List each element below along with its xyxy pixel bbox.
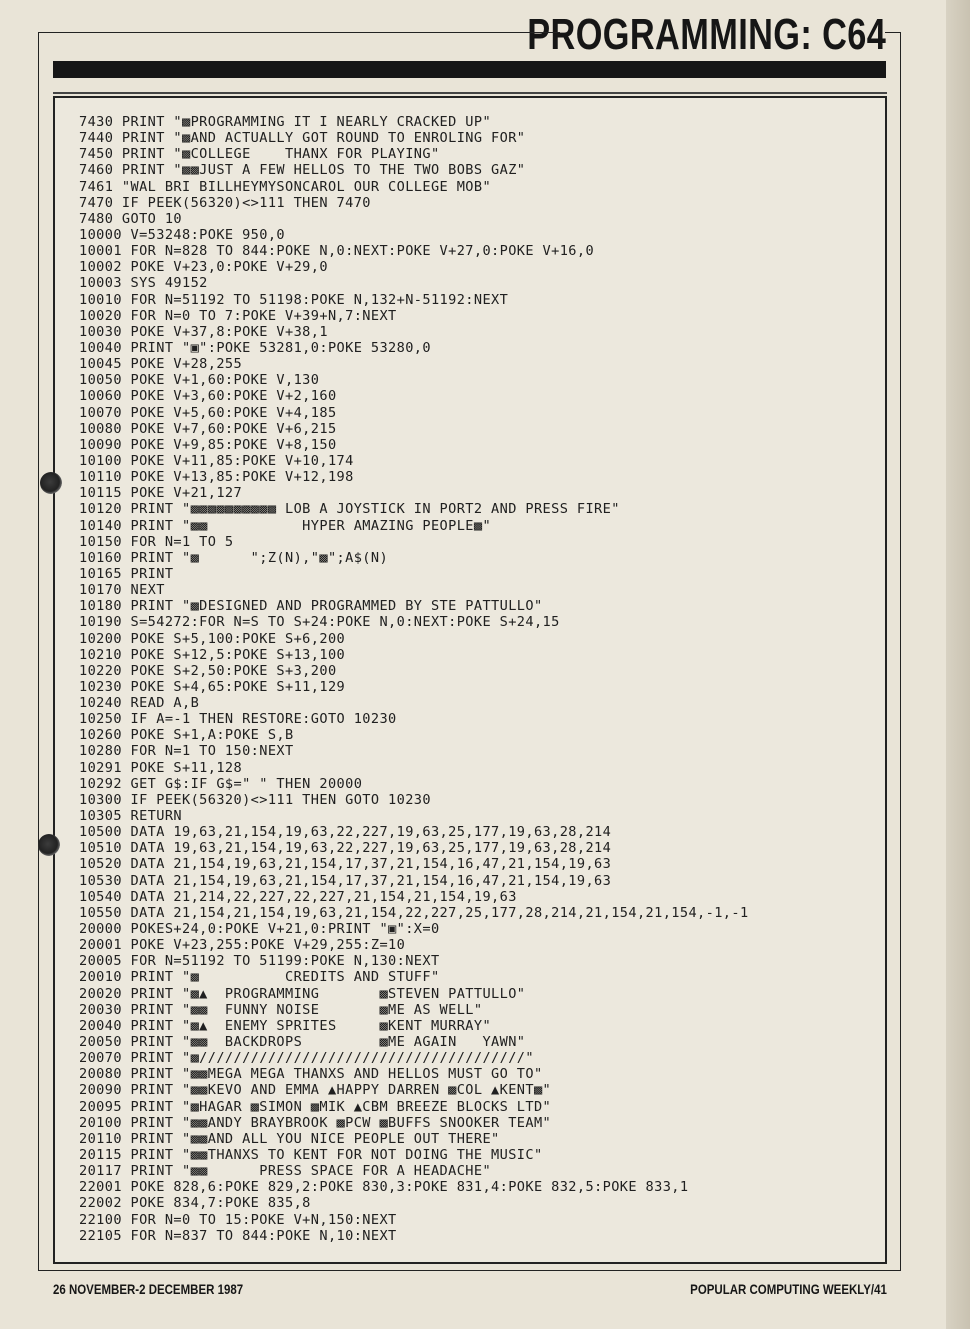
punch-hole — [40, 472, 62, 494]
code-line: 10170 NEXT — [79, 582, 165, 599]
code-line: 10000 V=53248:POKE 950,0 — [79, 226, 286, 243]
code-listing — [79, 114, 879, 1244]
code-line: 20070 PRINT "▩//////////////////////////////////////" — [79, 1050, 534, 1067]
code-line: 10003 SYS 49152 — [79, 275, 208, 292]
code-line: 10550 DATA 21,154,21,154,19,63,21,154,22,227,25,177,28,214,21,154,21,154,-1,-1 — [79, 904, 749, 921]
code-line: 10300 IF PEEK(56320)<>111 THEN GOTO 10230 — [79, 791, 431, 808]
code-line: 20080 PRINT "▩▩MEGA MEGA THANXS AND HELLOS MUST GO TO" — [79, 1066, 543, 1083]
code-line: 10040 PRINT "▣":POKE 53281,0:POKE 53280,0 — [79, 339, 431, 356]
code-line: 20095 PRINT "▩HAGAR ▩SIMON ▩MIK ▲CBM BREEZE BLOCKS LTD" — [79, 1098, 552, 1115]
code-line: 10540 DATA 21,214,22,227,22,227,21,154,21,154,19,63 — [79, 888, 517, 905]
code-line: 10001 FOR N=828 TO 844:POKE N,0:NEXT:POKE V+27,0:POKE V+16,0 — [79, 243, 595, 260]
code-line: 7460 PRINT "▩▩JUST A FEW HELLOS TO THE TWO BOBS GAZ" — [79, 162, 526, 179]
code-line: 10260 POKE S+1,A:POKE S,B — [79, 727, 294, 744]
code-line: 20001 POKE V+23,255:POKE V+29,255:Z=10 — [79, 937, 406, 954]
code-line: 20005 FOR N=51192 TO 51199:POKE N,130:NEXT — [79, 953, 440, 970]
punch-hole — [38, 834, 60, 856]
code-line: 10180 PRINT "▩DESIGNED AND PROGRAMMED BY STE PATTULLO" — [79, 598, 543, 615]
code-line: 10070 POKE V+5,60:POKE V+4,185 — [79, 404, 337, 421]
code-line: 10190 S=54272:FOR N=S TO S+24:POKE N,0:NEXT:POKE S+24,15 — [79, 614, 560, 631]
frame-bottom-rule — [38, 1270, 901, 1271]
code-line: 10100 POKE V+11,85:POKE V+10,174 — [79, 452, 354, 469]
listing-box-top-rule — [53, 92, 887, 94]
header-rule — [38, 32, 560, 33]
code-line: 10530 DATA 21,154,19,63,21,154,17,37,21,154,16,47,21,154,19,63 — [79, 872, 612, 889]
code-line: 7480 GOTO 10 — [79, 210, 183, 227]
code-line: 10240 READ A,B — [79, 695, 200, 712]
code-line: 10210 POKE S+12,5:POKE S+13,100 — [79, 646, 346, 663]
code-line: 10160 PRINT "▩ ";Z(N),"▩";A$(N) — [79, 549, 389, 566]
code-line: 7430 PRINT "▩PROGRAMMING IT I NEARLY CRACKED UP" — [79, 114, 492, 130]
code-line: 10165 PRINT — [79, 565, 174, 582]
code-line: 20115 PRINT "▩▩THANXS TO KENT FOR NOT DOING THE MUSIC" — [79, 1147, 543, 1163]
code-line: 20110 PRINT "▩▩AND ALL YOU NICE PEOPLE OUT THERE" — [79, 1130, 500, 1147]
header-rule-right — [885, 32, 901, 33]
code-line: 22002 POKE 834,7:POKE 835,8 — [79, 1195, 311, 1212]
code-line: 20100 PRINT "▩▩ANDY BRAYBROOK ▩PCW ▩BUFFS SNOOKER TEAM" — [79, 1114, 552, 1131]
code-line: 10520 DATA 21,154,19,63,21,154,17,37,21,154,16,47,21,154,19,63 — [79, 856, 612, 873]
code-line: 20010 PRINT "▩ CREDITS AND STUFF" — [79, 969, 440, 986]
code-line: 10002 POKE V+23,0:POKE V+29,0 — [79, 259, 328, 276]
code-line: 10200 POKE S+5,100:POKE S+6,200 — [79, 630, 346, 647]
code-line: 10291 POKE S+11,128 — [79, 759, 243, 776]
code-line: 10140 PRINT "▩▩ HYPER AMAZING PEOPLE▩" — [79, 517, 492, 534]
page-edge — [946, 0, 970, 1329]
frame-left-rule — [38, 32, 39, 1270]
code-line: 10150 FOR N=1 TO 5 — [79, 533, 234, 550]
code-line: 10045 POKE V+28,255 — [79, 356, 243, 373]
code-line: 22100 FOR N=0 TO 15:POKE V+N,150:NEXT — [79, 1211, 397, 1228]
code-line: 10115 POKE V+21,127 — [79, 485, 243, 502]
frame-right-rule — [900, 32, 901, 1270]
code-line: 10090 POKE V+9,85:POKE V+8,150 — [79, 436, 337, 453]
code-line: 20020 PRINT "▩▲ PROGRAMMING ▩STEVEN PATTULLO" — [79, 985, 526, 1002]
code-line: 7461 "WAL BRI BILLHEYMYSONCAROL OUR COLLEGE MOB" — [79, 178, 492, 195]
code-line: 10080 POKE V+7,60:POKE V+6,215 — [79, 420, 337, 437]
footer-publication: POPULAR COMPUTING WEEKLY/41 — [690, 1281, 887, 1297]
code-line: 10292 GET G$:IF G$=" " THEN 20000 — [79, 775, 363, 792]
code-line: 20117 PRINT "▩▩ PRESS SPACE FOR A HEADACHE" — [79, 1163, 492, 1180]
code-line: 10050 POKE V+1,60:POKE V,130 — [79, 372, 320, 389]
code-line: 22001 POKE 828,6:POKE 829,2:POKE 830,3:POKE 831,4:POKE 832,5:POKE 833,1 — [79, 1179, 689, 1196]
code-line: 20090 PRINT "▩▩KEVO AND EMMA ▲HAPPY DARREN ▩COL ▲KENT▩" — [79, 1082, 552, 1099]
code-line: 10280 FOR N=1 TO 150:NEXT — [79, 743, 294, 760]
code-line: 7450 PRINT "▩COLLEGE THANX FOR PLAYING" — [79, 146, 440, 163]
footer-date: 26 NOVEMBER-2 DECEMBER 1987 — [53, 1281, 244, 1297]
code-line: 7470 IF PEEK(56320)<>111 THEN 7470 — [79, 194, 371, 211]
code-line: 10220 POKE S+2,50:POKE S+3,200 — [79, 662, 337, 679]
code-line: 22105 FOR N=837 TO 844:POKE N,10:NEXT — [79, 1227, 397, 1244]
code-line: 20030 PRINT "▩▩ FUNNY NOISE ▩ME AS WELL" — [79, 1001, 483, 1018]
code-line: 10030 POKE V+37,8:POKE V+38,1 — [79, 323, 328, 340]
code-line: 10510 DATA 19,63,21,154,19,63,22,227,19,63,25,177,19,63,28,214 — [79, 840, 612, 857]
code-line: 10010 FOR N=51192 TO 51198:POKE N,132+N-51192:NEXT — [79, 291, 509, 308]
code-line: 10230 POKE S+4,65:POKE S+11,129 — [79, 678, 346, 695]
code-line: 10060 POKE V+3,60:POKE V+2,160 — [79, 388, 337, 405]
code-line: 10120 PRINT "▩▩▩▩▩▩▩▩▩▩ LOB A JOYSTICK IN PORT2 AND PRESS FIRE" — [79, 501, 620, 518]
code-line: 10110 POKE V+13,85:POKE V+12,198 — [79, 469, 354, 486]
code-line: 7440 PRINT "▩AND ACTUALLY GOT ROUND TO ENROLING FOR" — [79, 130, 526, 147]
code-line: 10305 RETURN — [79, 808, 183, 825]
page-title: PROGRAMMING: C64 — [527, 10, 886, 59]
code-line: 10250 IF A=-1 THEN RESTORE:GOTO 10230 — [79, 711, 397, 728]
code-line: 20000 POKES+24,0:POKE V+21,0:PRINT "▣":X=0 — [79, 921, 440, 938]
code-line: 10500 DATA 19,63,21,154,19,63,22,227,19,63,25,177,19,63,28,214 — [79, 824, 612, 841]
code-line: 20040 PRINT "▩▲ ENEMY SPRITES ▩KENT MURRAY" — [79, 1017, 492, 1034]
code-line: 10020 FOR N=0 TO 7:POKE V+39+N,7:NEXT — [79, 307, 397, 324]
header-bar — [53, 61, 886, 78]
code-line: 20050 PRINT "▩▩ BACKDROPS ▩ME AGAIN YAWN" — [79, 1034, 526, 1051]
